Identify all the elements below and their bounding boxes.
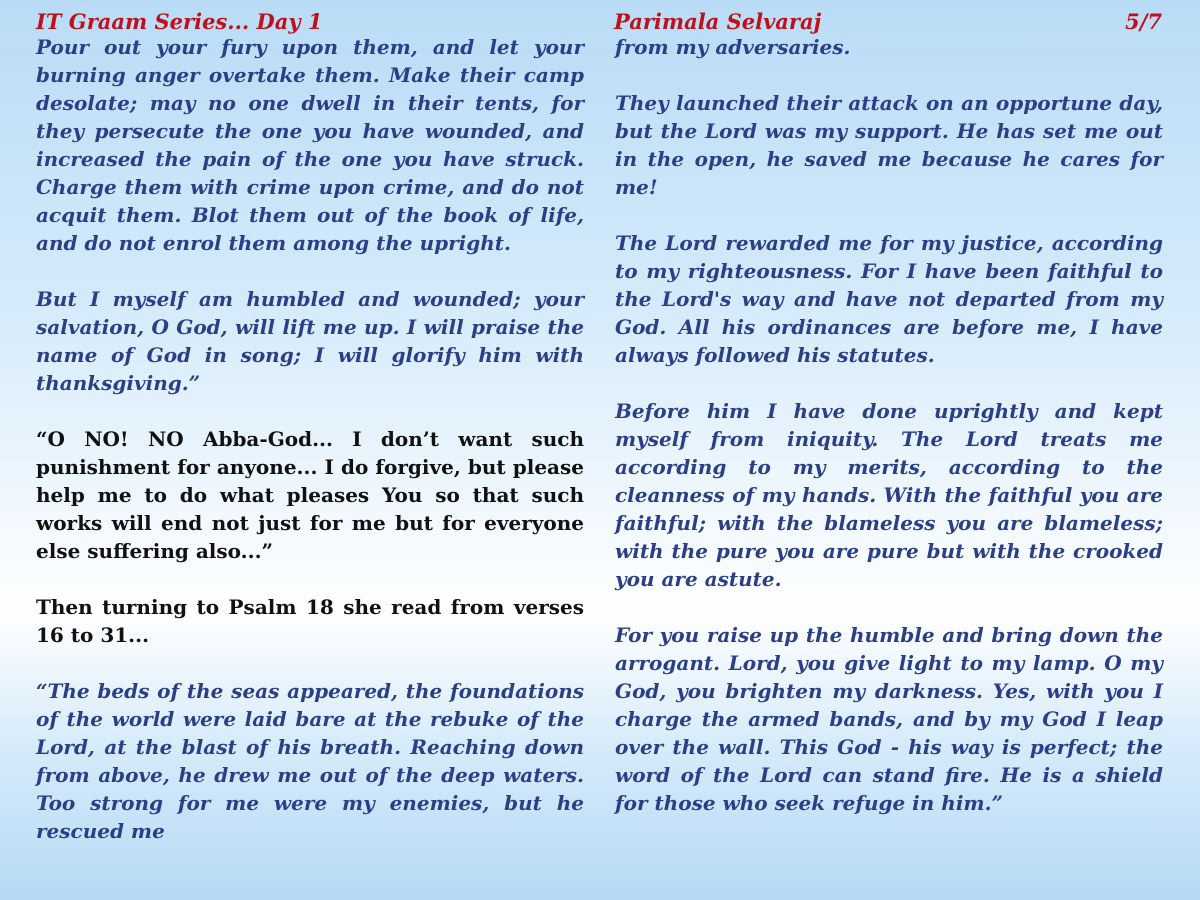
right-text-column [615, 33, 1163, 817]
paragraph-scripture: But I myself am humbled and wounded; your salvation, O God, will lift me up. I will praise the name of God in song; I will glorify him with thanksgiving.” [36, 287, 584, 395]
paragraph-narrative: “O NO! NO Abba-God... I don’t want such punishment for anyone... I do forgive, but please help me to do what pleases You so that such works will end not just for me but for everyone else suffering also...” [36, 427, 584, 563]
paragraph-scripture: The Lord rewarded me for my justice, according to my righteousness. For I have been faithful to the Lord's way and have not departed from my God. All his ordinances are before me, I have always followed his statutes. [615, 231, 1163, 367]
page-indicator: 5/7 [1125, 9, 1162, 34]
paragraph-scripture: For you raise up the humble and bring down the arrogant. Lord, you give light to my lamp. O my God, you brighten my darkness. Yes, with you I charge the armed bands, and by my God I leap over the wall. This God - his way is perfect; the word of the Lord can stand fire. He is a shield for those who seek refuge in him.” [615, 623, 1163, 815]
series-title: IT Graam Series... Day 1 [36, 9, 323, 34]
paragraph-scripture: “The beds of the seas appeared, the foundations of the world were laid bare at the rebuke of the Lord, at the blast of his breath. Reaching down from above, he drew me out of the deep waters. Too strong for me were my enemies, but he rescued me [36, 679, 584, 843]
left-text-column [36, 33, 584, 845]
paragraph-scripture: Pour out your fury upon them, and let your burning anger overtake them. Make their camp desolate; may no one dwell in their tents, for they persecute the one you have wounded, and increased the pain of the one you have struck. Charge them with crime upon crime, and do not acquit them. Blot them out of the book of life, and do not enrol them among the upright. [36, 35, 584, 255]
author-name: Parimala Selvaraj [614, 9, 822, 34]
paragraph-narrative: Then turning to Psalm 18 she read from verses 16 to 31... [36, 595, 584, 647]
paragraph-scripture: Before him I have done uprightly and kept myself from iniquity. The Lord treats me according to my merits, according to the cleanness of my hands. With the faithful you are faithful; with the blameless you are blameless; with the pure you are pure but with the crooked you are astute. [615, 399, 1163, 591]
paragraph-scripture: They launched their attack on an opportune day, but the Lord was my support. He has set me out in the open, he saved me because he cares for me! [615, 91, 1163, 199]
paragraph-scripture: from my adversaries. [615, 35, 851, 59]
